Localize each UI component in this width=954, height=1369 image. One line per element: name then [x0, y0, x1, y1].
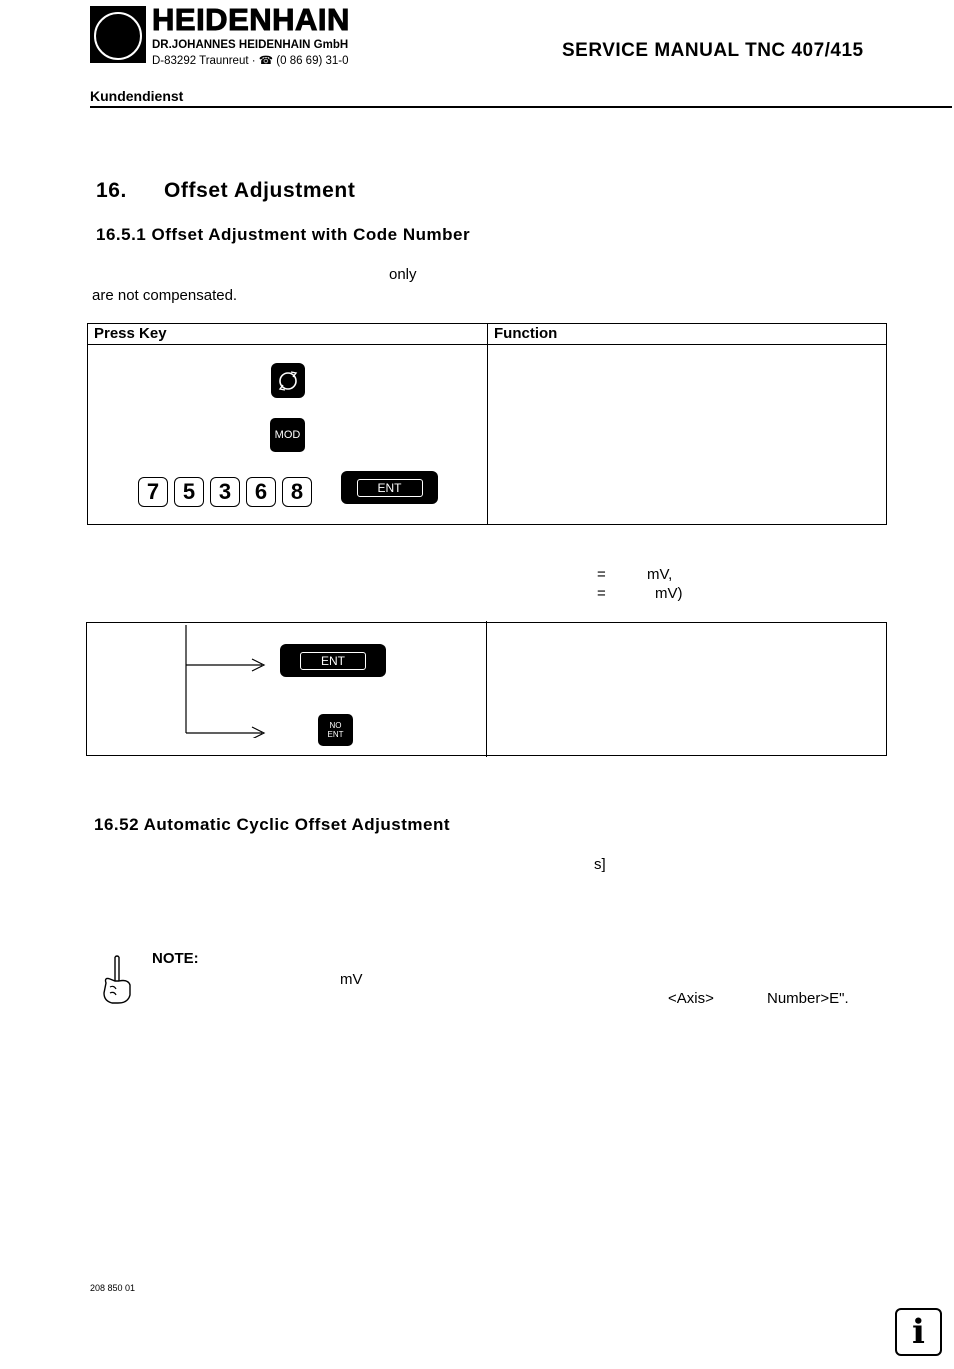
header-rule [90, 106, 952, 108]
note-axis: <Axis> [668, 990, 714, 1007]
ent-key[interactable] [341, 471, 438, 504]
digit-key-8[interactable]: 8 [282, 477, 312, 507]
table-divider [486, 621, 487, 757]
branch-arrows [182, 623, 272, 738]
ent-key-label: ENT [300, 652, 366, 670]
company-address: D-83292 Traunreut · ☎ (0 86 69) 31-0 [152, 55, 349, 67]
mod-key[interactable]: MOD [270, 418, 305, 452]
section-title: Offset Adjustment [164, 179, 356, 202]
subsection-heading-1: 16.5.1 Offset Adjustment with Code Number [96, 225, 471, 244]
digit-key-3[interactable]: 3 [210, 477, 240, 507]
section-number: 16. [96, 179, 127, 202]
document-code: 208 850 01 [90, 1283, 136, 1293]
note-number: Number>E". [767, 990, 849, 1007]
cycle-arrows-icon [276, 369, 300, 393]
subsection-heading-2: 16.52 Automatic Cyclic Offset Adjustment [94, 815, 450, 834]
header-press-key: Press Key [94, 325, 167, 342]
header-function: Function [494, 325, 558, 342]
digit-key-6[interactable]: 6 [246, 477, 276, 507]
brand-name: HEIDENHAIN [152, 2, 350, 37]
department-label: Kundendienst [90, 88, 184, 104]
ent-key-confirm[interactable] [280, 644, 386, 677]
info-icon: i [895, 1308, 942, 1356]
note-label: NOTE: [152, 950, 199, 967]
text-fragment-seconds: s] [594, 856, 606, 873]
no-ent-key[interactable] [318, 714, 353, 746]
no-ent-label-top: NO [329, 721, 342, 730]
pointing-hand-icon [100, 955, 134, 1005]
text-fragment-only: only [389, 266, 417, 283]
millivolt-fragment-1: mV, [647, 566, 673, 583]
note-millivolt: mV [340, 971, 363, 988]
manual-title: SERVICE MANUAL TNC 407/415 [562, 40, 864, 61]
logo-emblem-icon [94, 12, 142, 60]
digit-key-5[interactable]: 5 [174, 477, 204, 507]
section-heading [96, 179, 355, 203]
millivolt-fragment-2: mV) [655, 585, 683, 602]
equals-sign-1: = [597, 566, 606, 583]
table-header-rule [88, 344, 886, 345]
table-divider [487, 324, 488, 524]
no-ent-label-bottom: ENT [327, 730, 344, 739]
equals-sign-2: = [597, 585, 606, 602]
decision-table [86, 622, 887, 756]
operating-mode-key[interactable] [271, 363, 305, 398]
heidenhain-logo [90, 6, 146, 63]
text-fragment-not-compensated: are not compensated. [92, 287, 238, 304]
ent-key-label: ENT [357, 479, 423, 497]
digit-key-7[interactable]: 7 [138, 477, 168, 507]
company-name: DR.JOHANNES HEIDENHAIN GmbH [152, 39, 349, 51]
key-function-table [87, 323, 887, 525]
